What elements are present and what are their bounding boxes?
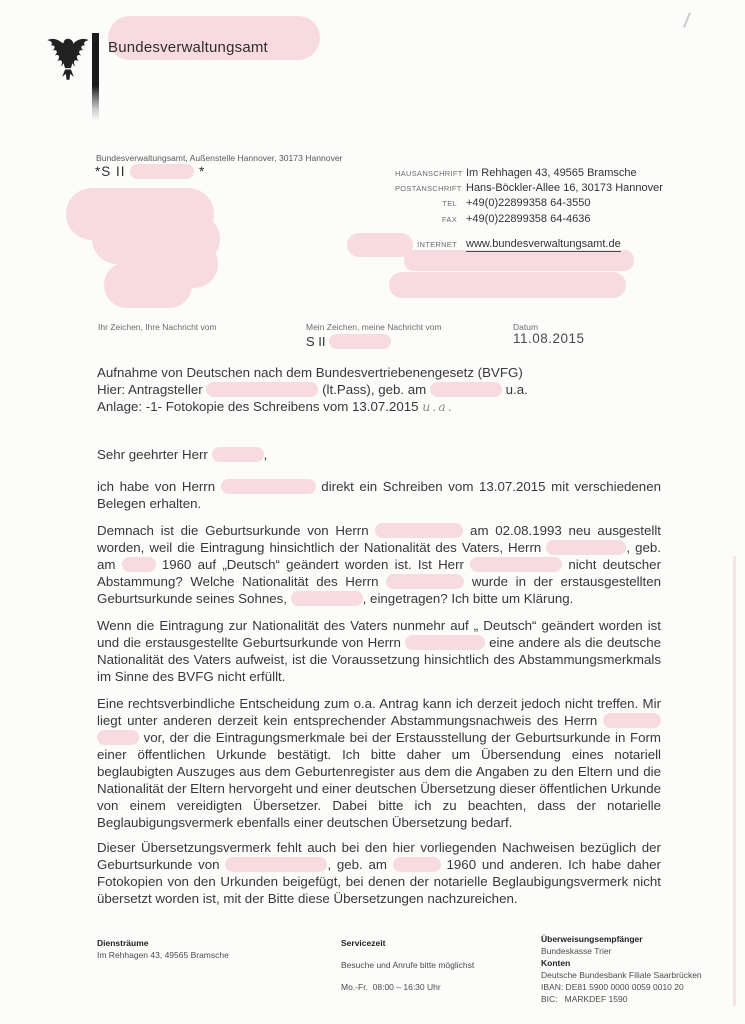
footer-title: Konten xyxy=(541,958,571,968)
your-reference-label: Ihr Zeichen, Ihre Nachricht vom xyxy=(98,322,217,332)
redaction xyxy=(603,713,661,728)
date-label: Datum xyxy=(513,322,539,332)
contact-label: TEL xyxy=(442,199,457,209)
contact-value: +49(0)22899358 64-4636 xyxy=(466,212,591,225)
redaction xyxy=(430,382,502,397)
footer-line: Im Rehhagen 43, 49565 Bramsche xyxy=(97,950,229,960)
footer-bic: BIC: MARKDEF 1590 xyxy=(541,994,628,1004)
footer-line: Bundeskasse Trier xyxy=(541,946,612,956)
agency-name: Bundesverwaltungsamt xyxy=(108,39,268,56)
body-paragraph: Dieser Übersetzungsvermerk fehlt auch bei den hier vorliegenden Nachweisen bezüglich der Geburtsurkunde von , geb. am 1960 und anderen. Ich habe daher Fotokopien von den Urkunden beigefügt, bei denen der notarielle Beglaubigungsvermerk nicht übersetzt worden ist, mit der Bitte diese Übersetzungen nachzureichen. xyxy=(97,840,661,906)
contact-value: +49(0)22899358 64-3550 xyxy=(466,197,591,210)
letter-body xyxy=(97,364,661,907)
contact-label: INTERNET xyxy=(417,239,457,249)
subject-line-1: Aufnahme von Deutschen nach dem Bundesvertriebenengesetz (BVFG) xyxy=(97,365,523,380)
footer-line: Mo.-Fr. 08:00 – 16:30 Uhr xyxy=(341,982,441,992)
scan-edge-artifact xyxy=(733,556,736,1006)
body-paragraph: Eine rechtsverbindliche Entscheidung zum o.a. Antrag kann ich derzeit jedoch nicht treffen. Mir liegt unter anderen derzeit kein entsprechender Abstammungsnachweis des Herrn vor, der die Eintragungsmerkmale bei der Erstausstellung der Geburtsurkunde in Form einer öffentlichen Urkunde bestätigt. Ich bitte daher um Übersendung eines notariell beglaubigten Auszuges aus dem Geburtenregister aus dem die Angaben zu den Eltern und die Nationalität der Eltern hervorgeht und einer deutschen Übersetzung dieser öffentlichen Urkunde von einem vereidigten Übersetzer. Dabei bitte ich zu beachten, dass der notarielle Beglaubigungsvermerk ebenfalls einer deutschen Übersetzung bedarf. xyxy=(97,696,661,830)
redaction xyxy=(546,540,626,555)
redaction-blob xyxy=(389,272,626,298)
contact-row xyxy=(395,167,663,179)
contact-label: HAUSANSCHRIFT xyxy=(395,169,463,178)
redaction xyxy=(329,334,391,349)
redaction-blob xyxy=(104,262,192,308)
redaction xyxy=(130,164,194,179)
contact-row xyxy=(395,238,663,252)
file-code-line: *S II * xyxy=(95,164,206,179)
contact-label: FAX xyxy=(441,214,457,224)
contact-value: Hans-Böckler-Allee 16, 30173 Hannover xyxy=(466,182,663,195)
our-reference-label: Mein Zeichen, meine Nachricht vom xyxy=(306,322,442,332)
contact-value: Im Rehhagen 43, 49565 Bramsche xyxy=(466,167,637,179)
redaction xyxy=(375,523,463,538)
redaction xyxy=(291,591,363,606)
agency-website-url: www.bundesverwaltungsamt.de xyxy=(466,237,621,250)
subject-line-3: Anlage: -1- Fotokopie des Schreibens vom 13.07.2015 u.a. xyxy=(97,399,454,414)
footer-bank-details xyxy=(541,934,702,1004)
body-paragraph: Wenn die Eintragung zur Nationalität des Vaters nunmehr auf „ Deutsch“ geändert worden ist und die erstausgestellte Geburtsurkunde von Herrn eine andere als die deutsche Nationalität des Vaters aufweist, ist die Voraussetzung hinsichtlich des Abstammungsmerkmals im Sinne des BVFG nicht erfüllt. xyxy=(97,618,661,684)
redaction xyxy=(97,730,139,745)
contact-block xyxy=(395,167,663,255)
pencil-mark xyxy=(683,12,691,28)
footer-line: Besuche und Anrufe bitte möglichst xyxy=(341,960,475,970)
salutation: Sehr geehrter Herr , xyxy=(97,447,268,462)
redaction xyxy=(405,635,485,650)
federal-eagle-logo xyxy=(46,34,90,86)
redaction xyxy=(225,857,327,872)
contact-row xyxy=(395,182,663,194)
body-paragraph: ich habe von Herrn direkt ein Schreiben vom 13.07.2015 mit verschiedenen Belegen erhalten. xyxy=(97,479,661,511)
redaction xyxy=(122,557,156,572)
redaction xyxy=(206,382,318,397)
redaction xyxy=(470,557,562,572)
return-address-line: Bundesverwaltungsamt, Außenstelle Hannover, 30173 Hannover xyxy=(96,153,343,163)
footer-office-address xyxy=(97,938,229,960)
redaction xyxy=(221,479,316,494)
contact-label: POSTANSCHRIFT xyxy=(395,184,462,194)
redaction xyxy=(212,447,264,462)
contact-row xyxy=(395,213,663,225)
footer-title: Servicezeit xyxy=(341,938,386,948)
body-paragraph: Demnach ist die Geburtsurkunde von Herrn am 02.08.1993 neu ausgestellt worden, weil die Eintragung hinsichtlich der Nationalität des Vaters, Herrn , geb. am 1960 auf „Deutsch“ geändert worden ist. Ist Herr nicht deutscher Abstammung? Welche Nationalität des Herrn wurde in der erstausgestellten Geburtsurkunde seines Sohnes, , eingetragen? Ich bitte um Klärung. xyxy=(97,523,662,606)
our-reference-value: S II xyxy=(306,334,391,349)
footer-line: Deutsche Bundesbank Filiale Saarbrücken xyxy=(541,970,702,980)
logo-divider-bar xyxy=(92,33,99,121)
footer-service-hours xyxy=(341,938,474,992)
contact-row xyxy=(395,197,663,209)
redaction xyxy=(386,574,464,589)
footer-iban: IBAN: DE81 5900 0000 0059 0010 20 xyxy=(541,982,684,992)
letter-date: 11.08.2015 xyxy=(513,331,585,346)
subject-line-2: Hier: Antragsteller (lt.Pass), geb. am u.a. xyxy=(97,382,528,397)
footer-title: Diensträume xyxy=(97,938,149,948)
handwritten-note: u.a. xyxy=(422,399,454,414)
footer-title: Überweisungsempfänger xyxy=(541,934,643,944)
redaction xyxy=(393,857,441,872)
